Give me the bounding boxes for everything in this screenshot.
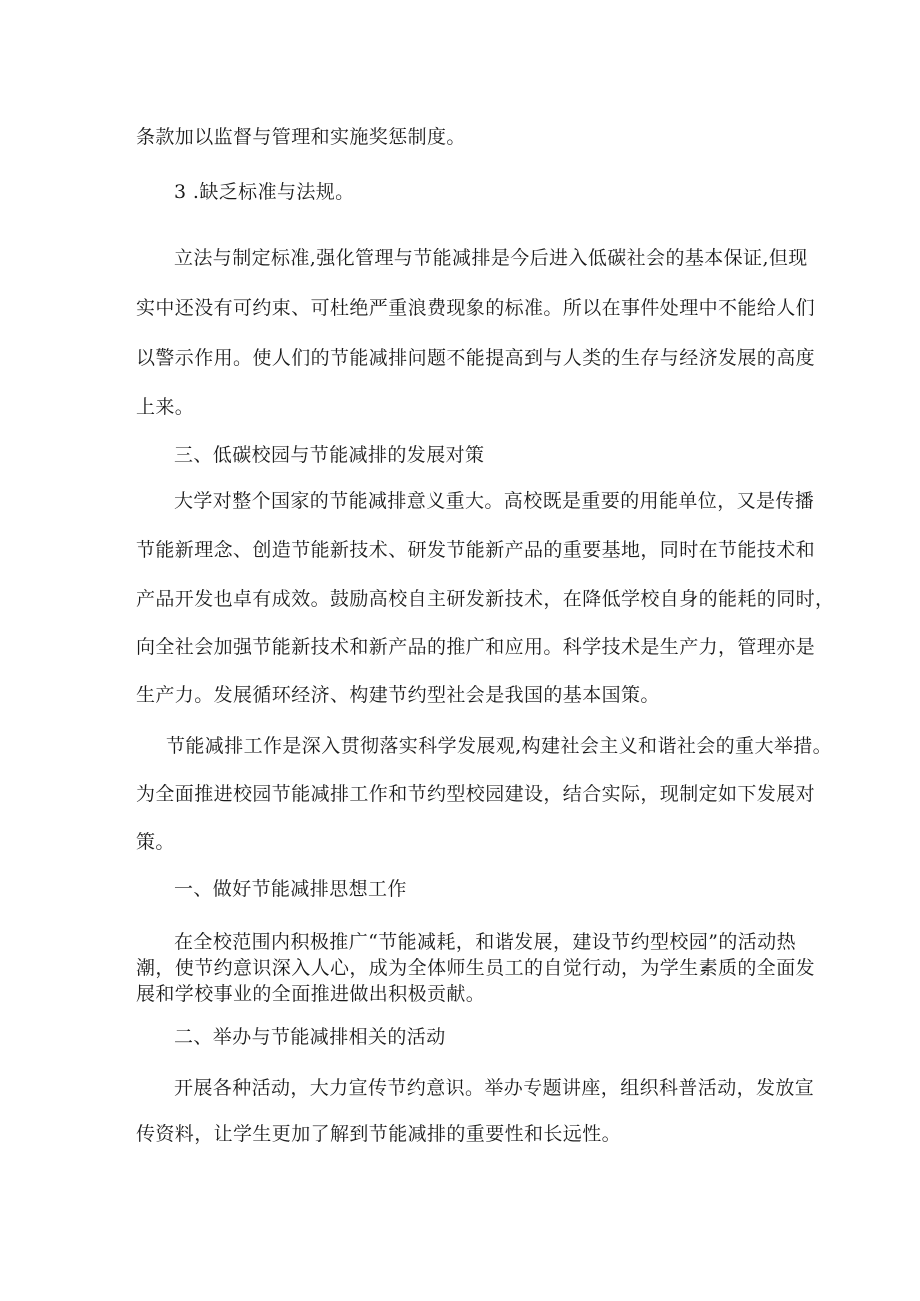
- text-line: 立法与制定标准,强化管理与节能减排是今后进入低碳社会的基本保证,但现: [174, 247, 808, 269]
- text-line: 展和学校事业的全面推进做出积极贡献。: [136, 983, 486, 1005]
- text-line: 产品开发也卓有成效。鼓励高校自主研发新技术，在降低学校自身的能耗的同时，: [136, 588, 835, 610]
- text-line: 大学对整个国家的节能减排意义重大。高校既是重要的用能单位，又是传播: [174, 490, 815, 512]
- text-line: 策。: [136, 831, 175, 853]
- text-line: 在全校范围内积极推广“节能减耗，和谐发展，建设节约型校园”的活动热: [174, 931, 796, 953]
- text-line: 条款加以监督与管理和实施奖惩制度。: [136, 126, 466, 148]
- text-line: 节能新理念、创造节能新技术、研发节能新产品的重要基地，同时在节能技术和: [136, 539, 816, 561]
- text-line: 为全面推进校园节能减排工作和节约型校园建设，结合实际，现制定如下发展对: [136, 783, 816, 805]
- text-line: 传资料，让学生更加了解到节能减排的重要性和长远性。: [136, 1123, 622, 1145]
- section-heading: 3 .缺乏标准与法规。: [174, 181, 355, 203]
- text-line: 生产力。发展循环经济、构建节约型社会是我国的基本国策。: [136, 684, 660, 706]
- section-heading: 一、做好节能减排思想工作: [174, 878, 407, 900]
- text-line: 潮，使节约意识深入人心，成为全体师生员工的自觉行动，为学生素质的全面发: [136, 957, 816, 979]
- text-line: 向全社会加强节能新技术和新产品的推广和应用。科学技术是生产力，管理亦是: [136, 636, 816, 658]
- section-heading: 二、举办与节能减排相关的活动: [174, 1026, 446, 1048]
- text-line: 实中还没有可约束、可杜绝严重浪费现象的标准。所以在事件处理中不能给人们: [136, 297, 816, 319]
- section-heading: 三、低碳校园与节能减排的发展对策: [174, 444, 485, 466]
- text-line: 上来。: [136, 396, 195, 418]
- text-line: 以警示作用。使人们的节能减排问题不能提高到与人类的生存与经济发展的高度: [136, 347, 816, 369]
- text-line: 开展各种活动，大力宣传节约意识。举办专题讲座，组织科普活动，发放宣: [174, 1077, 815, 1099]
- text-line: 节能减排工作是深入贯彻落实科学发展观,构建社会主义和谐社会的重大举措。: [166, 735, 833, 757]
